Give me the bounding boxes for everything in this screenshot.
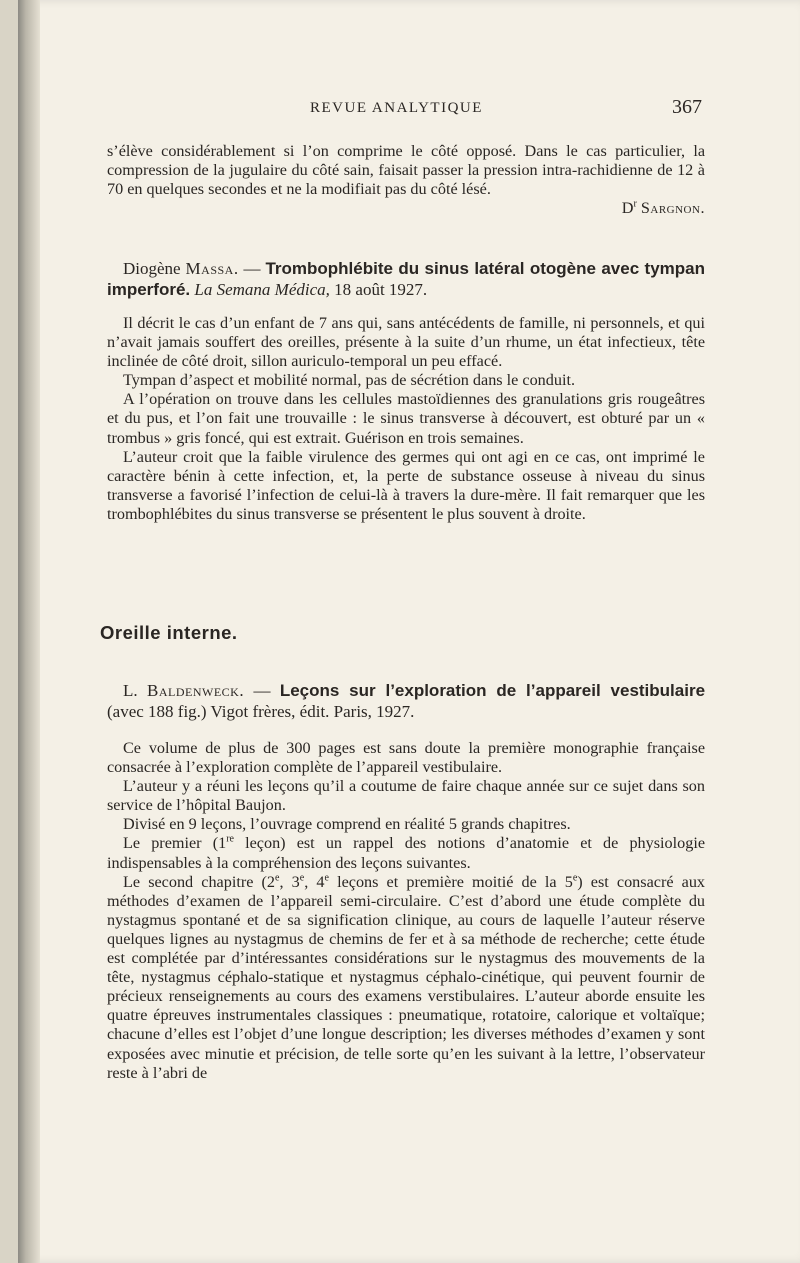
body-paragraph: Tympan d’aspect et mobilité normal, pas de sécrétion dans le conduit.	[123, 371, 575, 390]
page-header	[0, 96, 800, 120]
article-heading-massa	[107, 259, 705, 300]
continued-text: s’élève considérablement si l’on comprime le côté opposé. Dans le cas particulier, la compression de la jugulaire du côté sain, faisait passer la pression intra-rachidienne de 12 à 70 en quelques secondes et ne la modifiait pas du côté lésé.	[107, 142, 705, 199]
body-paragraph: Ce volume de plus de 300 pages est sans doute la première monographie française consacrée à l’exploration complète de l’appareil vestibulaire.	[107, 739, 705, 777]
article-body-massa	[107, 314, 705, 524]
section-heading: Oreille interne.	[100, 622, 238, 643]
author-name: Baldenweck.	[147, 681, 245, 700]
article-body-baldenweck	[107, 739, 705, 1083]
article-citation: Diogène Massa. — Trombophlébite du sinus latéral otogène avec tympan imperforé. La Semana Médica, 18 août 1927.	[107, 259, 706, 299]
publication-date: 18 août 1927.	[329, 279, 428, 299]
body-paragraph: Il décrit le cas d’un enfant de 7 ans qui, sans antécédents de famille, ni personnels, et qui n’avait jamais souffert des oreilles, présente à la suite d’un rhume, un état infectieux, tête inclinée de côté droit, sillon auriculo-temporal un peu effacé.	[107, 314, 705, 371]
continued-review-block	[107, 142, 705, 218]
book-title: Leçons sur l’exploration de l’appareil vestibulaire	[279, 681, 706, 700]
article-citation: L. Baldenweck. — Leçons sur l’exploration de l’appareil vestibulaire (avec 188 fig.) Vigot frères, édit. Paris, 1927.	[107, 681, 706, 721]
reviewer-signature: $D^r$ Sargnon.	[621, 198, 705, 218]
journal-name: La Semana Médica,	[194, 279, 330, 299]
body-paragraph: L’auteur y a réuni les leçons qu’il a coutume de faire chaque année sur ce sujet dans son service de l’hôpital Baujon.	[107, 777, 705, 815]
article-title: Trombophlébite du sinus latéral otogène avec tympan imperforé.	[107, 259, 706, 299]
running-head: REVUE ANALYTIQUE	[310, 100, 483, 116]
body-paragraph: L’auteur croit que la faible virulence des germes qui ont agi en ce cas, ont imprimé le caractère bénin à cette infection, et, la perte de substance osseuse à niveau du sinus transverse a favorisé l’infection de celui-là à travers la dure-mère. Il fait remarquer que les trombophlébites du sinus transverse se présentent le plus souvent à droite.	[107, 447, 705, 523]
continued-paragraph	[107, 142, 705, 218]
author-name: Massa.	[185, 259, 239, 278]
publication-details: (avec 188 fig.) Vigot frères, édit. Paris, 1927.	[107, 701, 415, 721]
page-binding-shadow	[18, 0, 40, 1263]
body-paragraph: Divisé en 9 leçons, l’ouvrage comprend en réalité 5 grands chapitres.	[123, 815, 571, 834]
article-heading-baldenweck	[107, 681, 705, 722]
body-paragraph: A l’opération on trouve dans les cellules mastoïdiennes des granulations gris rougeâtres et du pus, et l’on fait une trouvaille : le sinus transverse à découvert, est obturé par un « trombus » gris foncé, qui est extrait. Guérison en trois semaines.	[107, 390, 705, 447]
body-paragraph: Le second chapitre (2e, 3e, 4e leçons et première moitié de la 5e) est consacré aux méthodes d’examen de l’appareil semi-circulaire. C’est d’abord une étude complète du nystagmus spontané et de sa signification clinique, au cours de laquelle l’auteur réserve quelques lignes au nystagmus de chemins de fer et à sa méthode de recherche; cette étude est complétée par d’intéressantes considérations sur le nystagmus des mouvements de la tête, nystagmus céphalo-statique et nystagmus céphalo-cinétique, qui peuvent fournir de précieux renseignements au cours des examens verstibulaires. L’auteur aborde ensuite les quatre épreuves instrumentales classiques : pneumatique, rotatoire, calorique et voltaïque; chacune d’elles est l’objet d’une longue description; les diverses méthodes d’examen y sont exposées avec minutie et précision, de telle sorte qu’en les suivant à la lettre, l’observateur reste à l’abri de	[107, 872, 706, 1082]
page-number: 367	[672, 96, 702, 118]
body-paragraph: Le premier (1re leçon) est un rappel des notions d’anatomie et de physiologie indispensables à la compréhension des leçons suivantes.	[107, 834, 706, 872]
